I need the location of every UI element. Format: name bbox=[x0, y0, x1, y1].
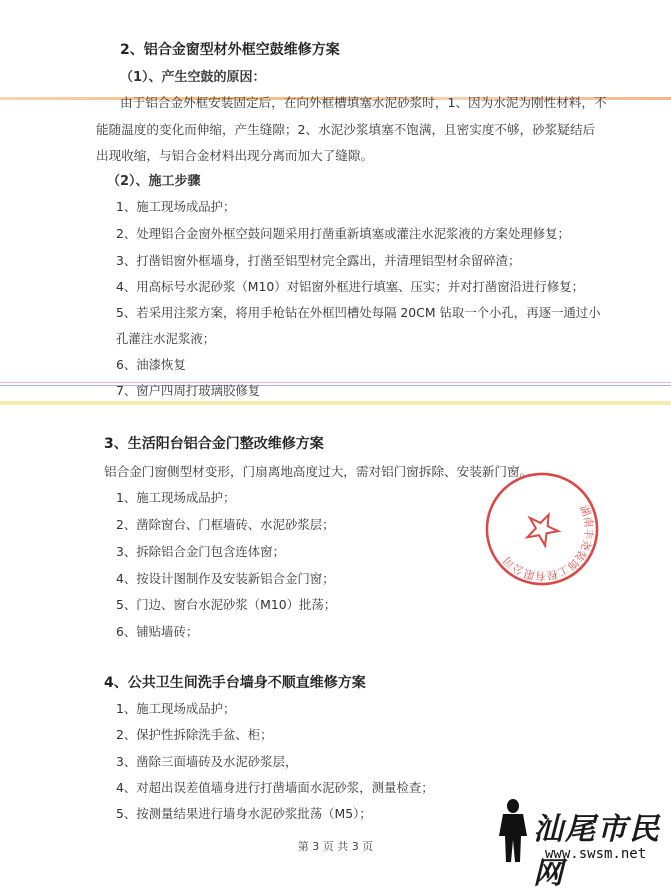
section2-subtitle-cause: （1）、产生空鼓的原因： bbox=[120, 70, 266, 85]
list-item: 孔灌注水泥浆液； bbox=[116, 331, 216, 346]
section3-title: 3、生活阳台铝合金门整改维修方案 bbox=[104, 436, 324, 452]
section2-subtitle-steps: （2）、施工步骤 bbox=[107, 174, 201, 189]
page-footer: 第 3 页 共 3 页 bbox=[297, 840, 374, 853]
list-item: 3、凿除三面墙砖及水泥砂浆层， bbox=[116, 754, 298, 769]
list-item: 5、按测量结果进行墙身水泥砂浆批荡（M5）； bbox=[116, 806, 372, 821]
paragraph-line: 由于铝合金外框安装固定后，在向外框槽填塞水泥砂浆时，1、因为水泥为刚性材料，不 bbox=[120, 95, 607, 110]
list-item: 2、保护性拆除洗手盆、柜； bbox=[116, 727, 273, 742]
watermark-url: www.swsm.net bbox=[545, 846, 647, 862]
paragraph-line: 能随温度的变化而伸缩，产生缝隙；2、水泥沙浆填塞不饱满，且密实度不够，砂浆疑结后 bbox=[96, 122, 596, 137]
svg-text:湖南丰尧装饰工程有限公司: 湖南丰尧装饰工程有限公司 bbox=[500, 503, 596, 583]
scan-line-yellow bbox=[0, 401, 671, 405]
company-seal-stamp bbox=[483, 470, 601, 588]
section2-title: 2、铝合金窗型材外框空鼓维修方案 bbox=[120, 42, 340, 58]
site-watermark bbox=[493, 798, 665, 891]
list-item: 6、油漆恢复 bbox=[116, 357, 186, 372]
list-item: 1、施工现场成品护； bbox=[116, 199, 236, 214]
list-item: 3、拆除铝合金门包含连体窗； bbox=[116, 544, 285, 559]
list-item: 1、施工现场成品护； bbox=[116, 701, 236, 716]
person-silhouette-icon bbox=[493, 798, 533, 864]
section4-title: 4、公共卫生间洗手台墙身不顺直维修方案 bbox=[104, 675, 366, 691]
list-item: 5、若采用注浆方案，将用手枪钻在外框凹槽处每隔 20CM 钻取一个小孔，再逐一通过小 bbox=[116, 305, 601, 320]
list-item: 6、铺贴墙砖； bbox=[116, 624, 199, 639]
scan-line-pink bbox=[0, 382, 671, 383]
list-item: 4、用高标号水泥砂浆（M10）对铝窗外框进行填塞、压实；并对打凿窗沿进行修复； bbox=[116, 279, 585, 294]
paragraph-line: 出现收缩，与铝合金材料出现分离而加大了缝隙。 bbox=[96, 148, 374, 163]
list-item: 2、凿除窗台、门框墙砖、水泥砂浆层； bbox=[116, 517, 335, 532]
list-item: 7、窗户四周打玻璃胶修复 bbox=[116, 383, 261, 398]
list-item: 4、对超出误差值墙身进行打凿墙面水泥砂浆，测量检查； bbox=[116, 780, 434, 795]
scan-line-blue bbox=[0, 385, 671, 386]
watermark-brand: 汕尾市民网 bbox=[533, 812, 661, 891]
list-item: 5、门边、窗台水泥砂浆（M10）批荡； bbox=[116, 597, 337, 612]
list-item: 4、按设计图制作及安装新铝合金门窗； bbox=[116, 571, 335, 586]
section3-intro: 铝合金门窗侧型材变形，门扇离地高度过大，需对铝门窗拆除、安装新门窗。 bbox=[104, 464, 533, 479]
list-item: 1、施工现场成品护； bbox=[116, 490, 236, 505]
list-item: 2、处理铝合金窗外框空鼓问题采用打凿重新填塞或灌注水泥浆液的方案处理修复； bbox=[116, 226, 570, 241]
list-item: 3、打凿铝窗外框墙身，打凿至铝型材完全露出，并清理铝型材余留碎渣； bbox=[116, 253, 521, 268]
